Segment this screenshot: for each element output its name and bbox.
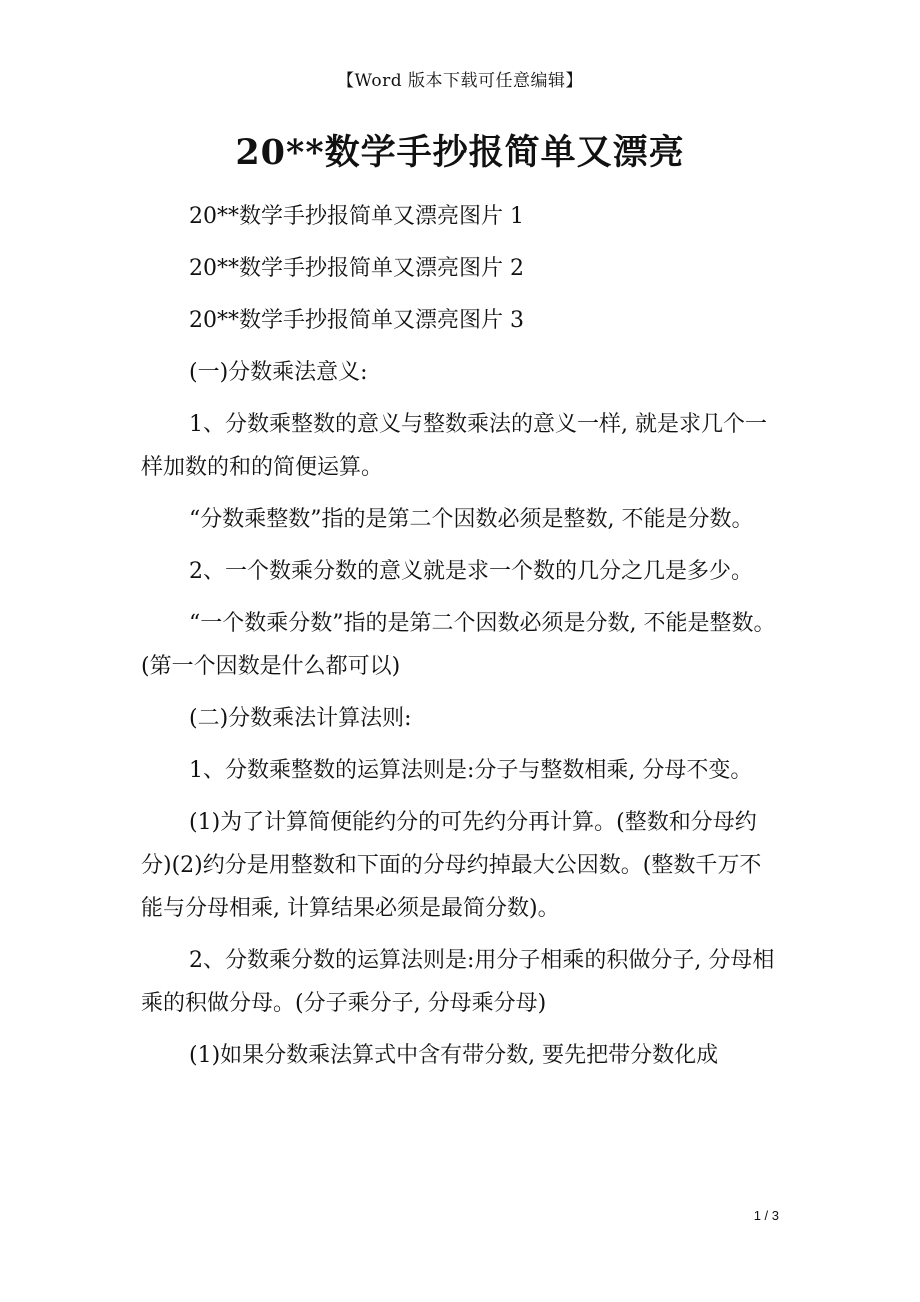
paragraph: (1)如果分数乘法算式中含有带分数, 要先把带分数化成 xyxy=(189,1043,719,1068)
paragraph: 1、分数乘整数的运算法则是:分子与整数相乘, 分母不变。 xyxy=(189,758,753,783)
section-heading: (一)分数乘法意义: xyxy=(189,360,368,385)
paragraph: 2、分数乘分数的运算法则是:用分子相乘的积做分子, 分母相乘的积做分母。(分子乘分子, 分母乘分母) xyxy=(141,948,775,1016)
paragraph: 1、分数乘整数的意义与整数乘法的意义一样, 就是求几个一样加数的和的简便运算。 xyxy=(141,412,767,480)
header-note: 【Word 版本下载可任意编辑】 xyxy=(337,71,583,91)
section-heading: (二)分数乘法计算法则: xyxy=(189,706,412,731)
paragraph: “分数乘整数”指的是第二个因数必须是整数, 不能是分数。 xyxy=(189,507,754,532)
paragraph: 20**数学手抄报简单又漂亮图片 1 xyxy=(189,204,524,229)
paragraph: (1)为了计算简便能约分的可先约分再计算。(整数和分母约分)(2)约分是用整数和下面的分母约掉最大公因数。(整数千万不能与分母相乘, 计算结果必须是最简分数)。 xyxy=(141,810,762,921)
paragraph: 20**数学手抄报简单又漂亮图片 2 xyxy=(189,256,524,281)
paragraph: 20**数学手抄报简单又漂亮图片 3 xyxy=(189,308,524,333)
document-body xyxy=(141,195,781,1086)
page-number: 1 / 3 xyxy=(753,1208,779,1223)
paragraph: “一个数乘分数”指的是第二个因数必须是分数, 不能是整数。(第一个因数是什么都可以) xyxy=(141,611,776,679)
document-title: 20**数学手抄报简单又漂亮 xyxy=(235,132,685,173)
paragraph: 2、一个数乘分数的意义就是求一个数的几分之几是多少。 xyxy=(189,559,753,584)
